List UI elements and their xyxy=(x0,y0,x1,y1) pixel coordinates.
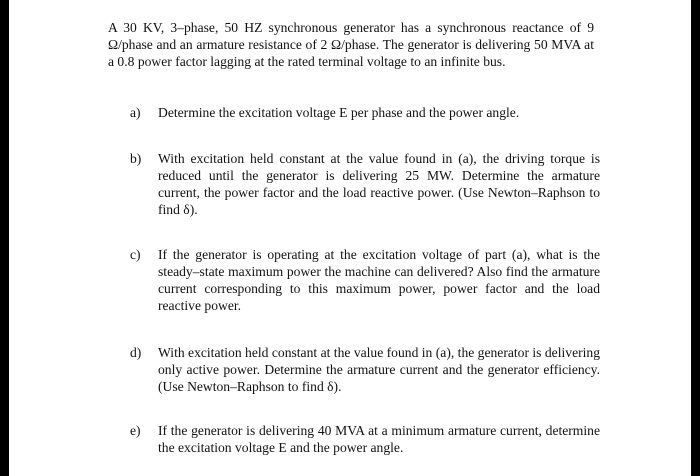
problem-statement: A 30 KV, 3–phase, 50 HZ synchronous generator has a synchronous reactance of 9 Ω/phase and an armature resistance of 2 Ω/phase. The generator is delivering 50 MVA at a 0.8 power factor lagging at the rated terminal voltage to an infinite bus. xyxy=(108,20,594,69)
document-page xyxy=(9,0,691,476)
question-d xyxy=(130,344,600,395)
question-text: If the generator is delivering 40 MVA at a minimum armature current, determine the excitation voltage E and the power angle. xyxy=(158,423,600,455)
question-text: If the generator is operating at the excitation voltage of part (a), what is the steady–state maximum power the machine can delivered? Also find the armature current corresponding to this maximum power, power factor and the load reactive power. xyxy=(158,247,600,313)
question-label: d) xyxy=(130,345,142,360)
question-e xyxy=(130,422,600,456)
question-label: e) xyxy=(130,423,141,438)
question-c xyxy=(130,246,600,314)
question-a xyxy=(130,104,600,121)
question-text: Determine the excitation voltage E per phase and the power angle. xyxy=(158,105,520,120)
question-label: c) xyxy=(130,247,141,262)
question-label: b) xyxy=(130,151,142,166)
question-text: With excitation held constant at the value found in (a), the generator is delivering only active power. Determine the armature current and the generator efficiency. (Use Newton–Raphson to find δ). xyxy=(158,345,600,394)
question-label: a) xyxy=(130,105,141,120)
question-text: With excitation held constant at the value found in (a), the driving torque is reduced until the generator is delivering 25 MW. Determine the armature current, the power factor and the load reactive power. (Use Newton–Raphson to find δ). xyxy=(158,151,600,217)
question-b xyxy=(130,150,600,218)
